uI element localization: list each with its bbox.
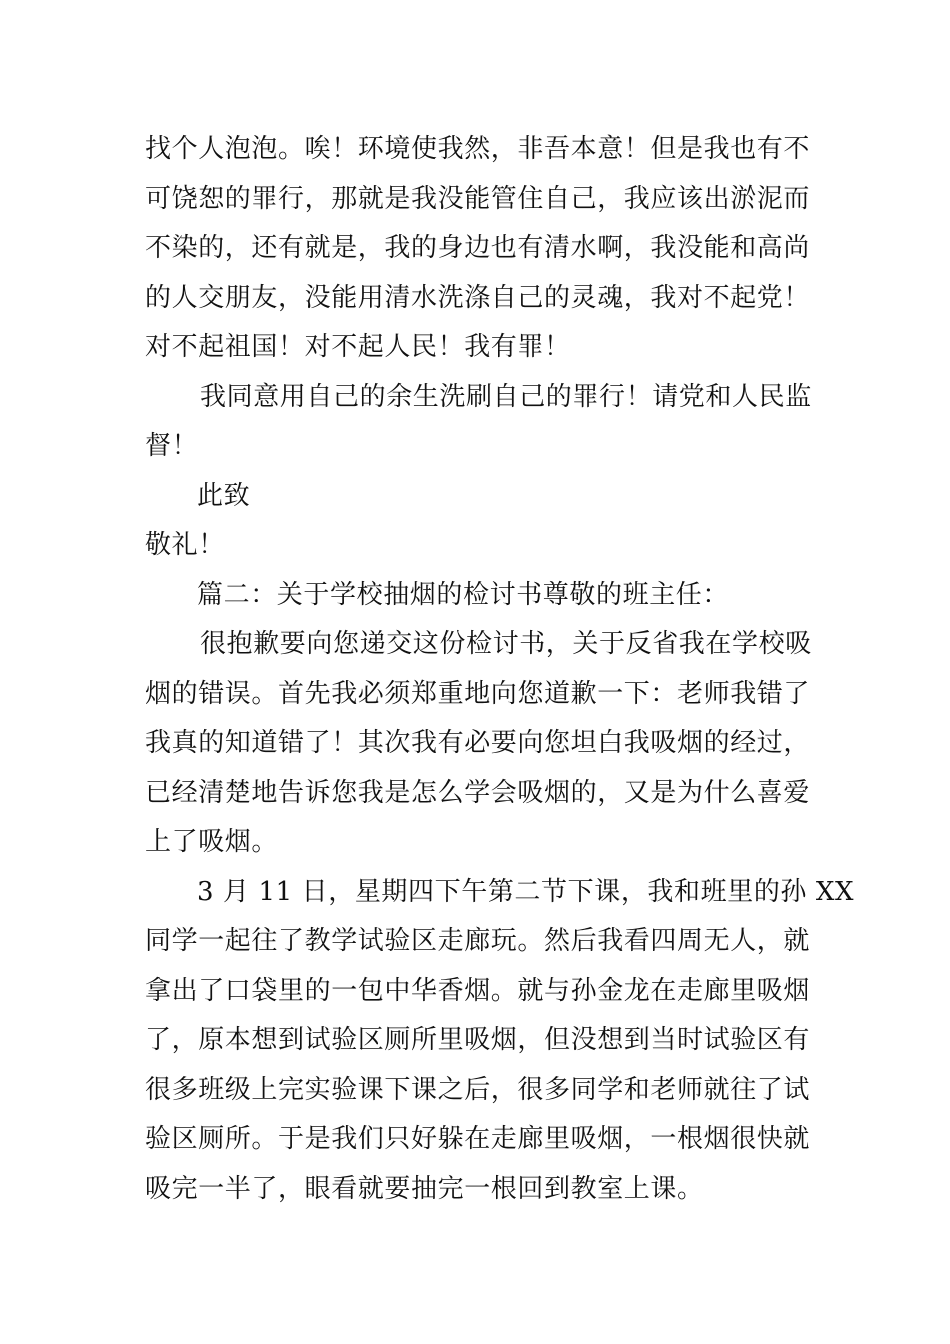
text-line: 烟的错误。首先我必须郑重地向您道歉一下：老师我错了	[145, 678, 811, 709]
text-line: 验区厕所。于是我们只好躲在走廊里吸烟，一根烟很快就	[145, 1124, 811, 1154]
text-line: 可饶恕的罪行，那就是我没能管住自己，我应该出淤泥而	[145, 183, 811, 214]
text-line: 吸完一半了，眼看就要抽完一根回到教室上课。	[145, 1173, 704, 1204]
text-line: 很多班级上完实验课下课之后，很多同学和老师就往了试	[145, 1074, 811, 1105]
text-line: 拿出了口袋里的一包中华香烟。就与孙金龙在走廊里吸烟	[145, 975, 811, 1006]
text-line: 找个人泡泡。唉！环境使我然，非吾本意！但是我也有不	[145, 134, 811, 164]
text-line: 同学一起往了教学试验区走廊玩。然后我看四周无人，就	[145, 926, 811, 956]
text-line: 我同意用自己的余生洗刷自己的罪行！请党和人民监	[200, 381, 812, 412]
text-line: 很抱歉要向您递交这份检讨书，关于反省我在学校吸	[200, 629, 812, 659]
text-line: 的人交朋友，没能用清水洗涤自己的灵魂，我对不起党！	[145, 282, 811, 313]
text-line: 对不起祖国！对不起人民！我有罪！	[145, 332, 571, 362]
section-heading: 篇二：关于学校抽烟的检讨书尊敬的班主任：	[197, 579, 730, 610]
document-body	[145, 125, 855, 1214]
text-line: 3 月 11 日，星期四下午第二节下课，我和班里的孙 XX	[197, 876, 855, 907]
text-line: 督！	[145, 431, 199, 461]
text-line: 已经清楚地告诉您我是怎么学会吸烟的，又是为什么喜爱	[145, 777, 811, 808]
text-line: 不染的，还有就是，我的身边也有清水啊，我没能和高尚	[145, 233, 811, 263]
text-line: 我真的知道错了！其次我有必要向您坦白我吸烟的经过，	[145, 728, 811, 758]
closing-regards: 敬礼！	[145, 530, 225, 560]
text-line: 上了吸烟。	[145, 827, 279, 857]
closing-salutation: 此致	[197, 480, 251, 511]
text-line: 了，原本想到试验区厕所里吸烟，但没想到当时试验区有	[145, 1025, 811, 1055]
